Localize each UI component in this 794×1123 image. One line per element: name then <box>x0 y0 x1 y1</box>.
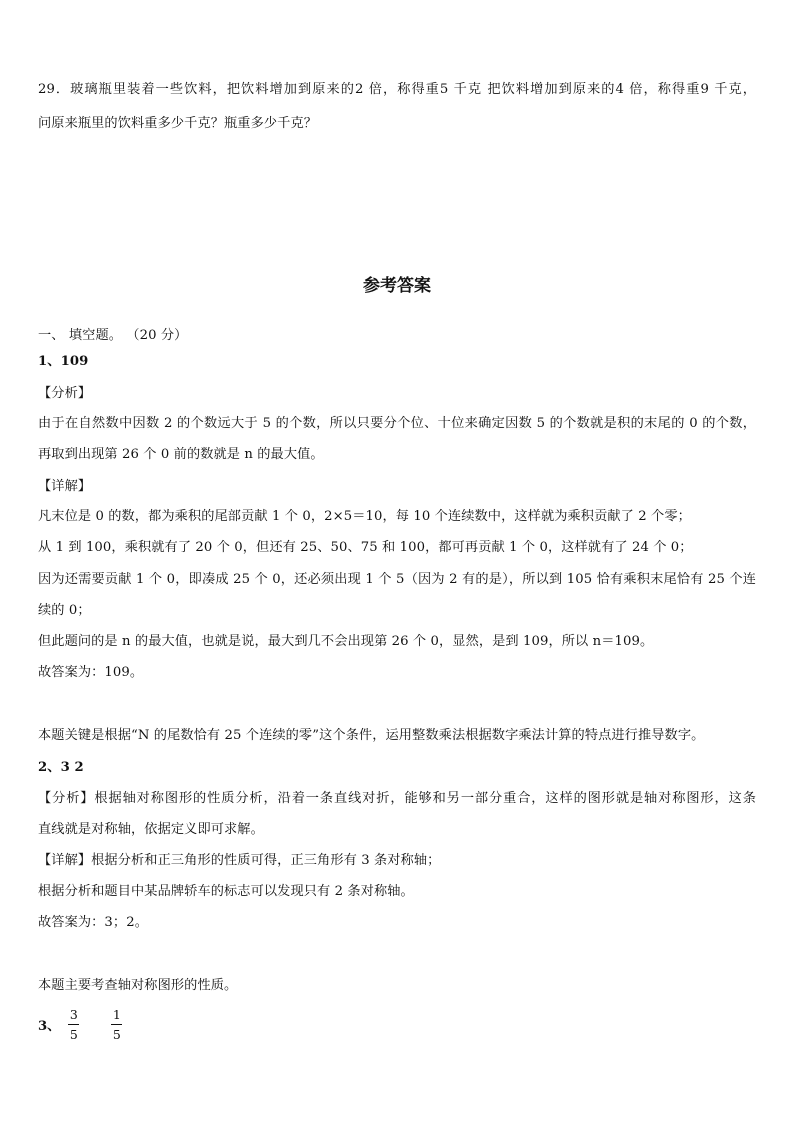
item1-detail-line-2: 从 1 到 100，乘积就有了 20 个 0，但还有 25、50、75 和 100，都可再贡献 1 个 0，这样就有了 24 个 0； <box>38 540 693 555</box>
item2-comment: 本题主要考查轴对称图形的性质。 <box>38 978 238 993</box>
question-29-line-2: 问原来瓶里的饮料重多少千克？瓶重多少千克？ <box>38 116 318 131</box>
item1-analysis-line-2: 再取到出现第 26 个 0 前的数就是 n 的最大值。 <box>38 447 324 462</box>
item3-prefix: 3、 <box>38 1018 61 1034</box>
item2-final-answer: 故答案为：3；2。 <box>38 915 148 930</box>
item2-analysis-line-2: 直线就是对称轴，依据定义即可求解。 <box>38 822 264 837</box>
fraction-numerator: 1 <box>112 1006 121 1022</box>
fraction-numerator: 3 <box>69 1006 78 1022</box>
item1-comment: 本题关键是根据“N 的尾数恰有 25 个连续的零”这个条件，运用整数乘法根据数字乘法计算的特点进行推导数字。 <box>38 728 705 743</box>
answers-title: 参考答案 <box>363 276 431 296</box>
fraction-bar <box>111 1024 122 1025</box>
item2-detail-line-1: 【详解】根据分析和正三角形的性质可得，正三角形有 3 条对称轴； <box>38 853 441 868</box>
section-heading: 一、 填空题。 （20 分） <box>38 328 188 343</box>
question-29-line-1: 29．玻璃瓶里装着一些饮料，把饮料增加到原来的2 倍，称得重5 千克 把饮料增加到原来的4 倍，称得重9 千克， <box>38 82 756 97</box>
item1-detail-line-1: 凡末位是 0 的数，都为乘积的尾部贡献 1 个 0，2×5＝10，每 10 个连续数中，这样就为乘积贡献了 2 个零； <box>38 509 691 524</box>
fraction-bar <box>68 1024 79 1025</box>
item3-answer <box>38 1004 146 1044</box>
item1-detail-line-3: 因为还需要贡献 1 个 0，即凑成 25 个 0，还必须出现 1 个 5（因为 2 有的是），所以到 105 恰有乘积末尾恰有 25 个连 <box>38 572 756 587</box>
item1-answer: 1、109 <box>38 354 89 369</box>
item1-final-answer: 故答案为：109。 <box>38 665 144 680</box>
fraction-one-fifth <box>111 1007 122 1042</box>
item1-detail-line-5: 但此题问的是 n 的最大值，也就是说，最大到几不会出现第 26 个 0，显然，是到 109，所以 n＝109。 <box>38 634 654 649</box>
item1-detail-tag: 【详解】 <box>38 479 92 494</box>
item1-detail-line-4: 续的 0； <box>38 603 91 618</box>
fraction-three-fifths <box>68 1007 79 1042</box>
item1-analysis-line-1: 由于在自然数中因数 2 的个数远大于 5 的个数，所以只要分个位、十位来确定因数 5 的个数就是积的末尾的 0 的个数， <box>38 416 756 431</box>
item1-analysis-tag: 【分析】 <box>38 386 92 401</box>
item2-detail-line-2: 根据分析和题目中某品牌轿车的标志可以发现只有 2 条对称轴。 <box>38 884 414 899</box>
fraction-denominator: 5 <box>69 1026 78 1042</box>
item2-analysis-line-1: 【分析】根据轴对称图形的性质分析，沿着一条直线对折，能够和另一部分重合，这样的图形就是轴对称图形，这条 <box>38 791 756 806</box>
fraction-denominator: 5 <box>112 1026 121 1042</box>
item2-answer: 2、3 2 <box>38 760 84 775</box>
